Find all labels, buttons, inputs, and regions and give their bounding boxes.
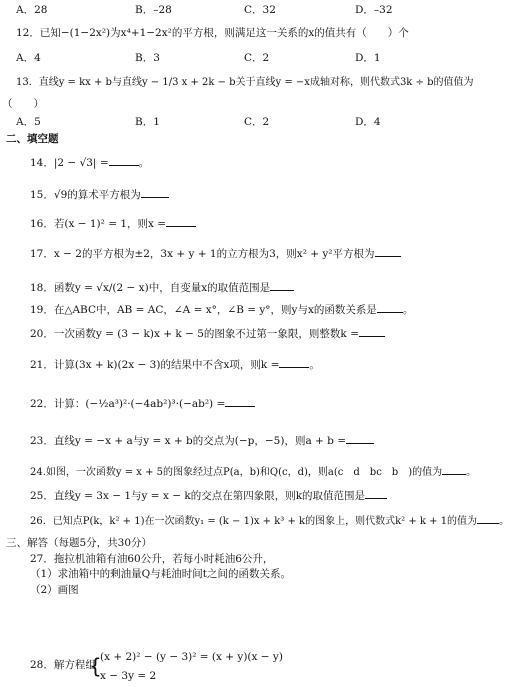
q27-line3: （2）画图 [30, 584, 79, 596]
answer-blank [346, 433, 374, 444]
fill-item-25: 25．直线y = 3x − 1与y = x − k的交点在第四象限，则k的取值范围是 [30, 488, 387, 503]
section-title-answer: 三、解答（每题5分，共30分） [6, 537, 153, 549]
answer-blank [442, 464, 466, 475]
q13-options [0, 116, 495, 130]
option-b: B．1 [135, 116, 160, 128]
option-a: A．4 [16, 52, 41, 64]
answer-blank [270, 280, 294, 291]
answer-blank [141, 187, 169, 198]
fill-item-17: 17．x − 2的平方根为±2，3x + y + 1的立方根为3，则x² + y²平方根为 [30, 246, 401, 261]
answer-blank [109, 155, 139, 166]
option-c: C．2 [244, 116, 270, 128]
fill-item-23: 23．直线y = −x + a与y = x + b的交点为(−p，−5)，则a + b = [30, 433, 374, 448]
answer-blank [377, 302, 403, 313]
answer-blank [365, 488, 387, 499]
fill-item-24: 24.如图，一次函数y = x + 5的图象经过点P(a，b)和Q(c，d)，则a(c d bc b )的值为 。 [30, 464, 476, 479]
option-b: B．–28 [135, 4, 172, 16]
answer-blank [166, 216, 196, 227]
q28-eq2: x − 3y = 2 [100, 670, 157, 682]
option-a: A．5 [16, 116, 41, 128]
fill-item-21: 21．计算(3x + k)(2x − 3)的结果中不含x项，则k = 。 [30, 359, 320, 371]
option-a: A．28 [16, 4, 48, 16]
option-d: D．–32 [355, 4, 393, 16]
answer-blank [375, 246, 401, 257]
q13-text: 13．直线y = kx + b与直线y − 1/3 x + 2k − b关于直线y = −x成轴对称，则代数式3k ÷ b的值值为 [16, 77, 474, 88]
q12-text: 12．已知−(1−2x²)为x⁴+1−2x²的平方根，则满足这一关系的x的值共有（ ）个 [16, 27, 409, 39]
fill-item-26: 26．已知点P(k，k² + 1)在一次函数y₁ = (k − 1)x + k³ + k的图象上，则代数式k² + k + 1的值为 。 [30, 513, 509, 528]
answer-blank [279, 357, 309, 368]
q27-line1: 27．拖拉机油箱有油60公升，若每小时耗油6公升， [30, 553, 274, 565]
answer-blank [359, 326, 385, 337]
left-brace: { [89, 654, 102, 678]
option-b: B．3 [135, 52, 160, 64]
option-d: D．1 [355, 52, 381, 64]
fill-item-15: 15．√9的算术平方根为 [30, 187, 169, 202]
option-d: D．4 [355, 116, 381, 128]
fill-item-20: 20．一次函数y = (3 − k)x + k − 5的图象不过第一象限，则整数k = [30, 326, 385, 341]
q13-paren: （ ） [2, 98, 44, 110]
fill-item-16: 16．若(x − 1)² = 1，则x = [30, 216, 196, 231]
q12-options [0, 52, 495, 66]
answer-blank [225, 396, 255, 407]
answer-blank [477, 513, 499, 524]
q28-label: 28．解方程组 [30, 659, 96, 671]
option-c: C．2 [244, 52, 270, 64]
q28-eq1: (x + 2)² − (y − 3)² = (x + y)(x − y) [100, 651, 283, 663]
q11-options [0, 4, 495, 18]
fill-item-14: 14．|2 − √3| = 。 [30, 157, 150, 169]
fill-item-18: 18．函数y = √x/(2 − x)中，自变量x的取值范围是 [30, 280, 294, 295]
q27-line2: （1）求油箱中的剩油量Q与耗油时间t之间的函数关系。 [30, 568, 292, 580]
fill-item-22: 22．计算：(−½a³)²·(−4ab²)³·(−ab²) = [30, 396, 255, 411]
fill-item-19: 19．在△ABC中，AB = AC，∠A = x°，∠B = y°，则y与x的函数关系是 。 [30, 304, 414, 316]
option-c: C．32 [244, 4, 276, 16]
section-title-fill: 二、填空题 [6, 133, 59, 145]
